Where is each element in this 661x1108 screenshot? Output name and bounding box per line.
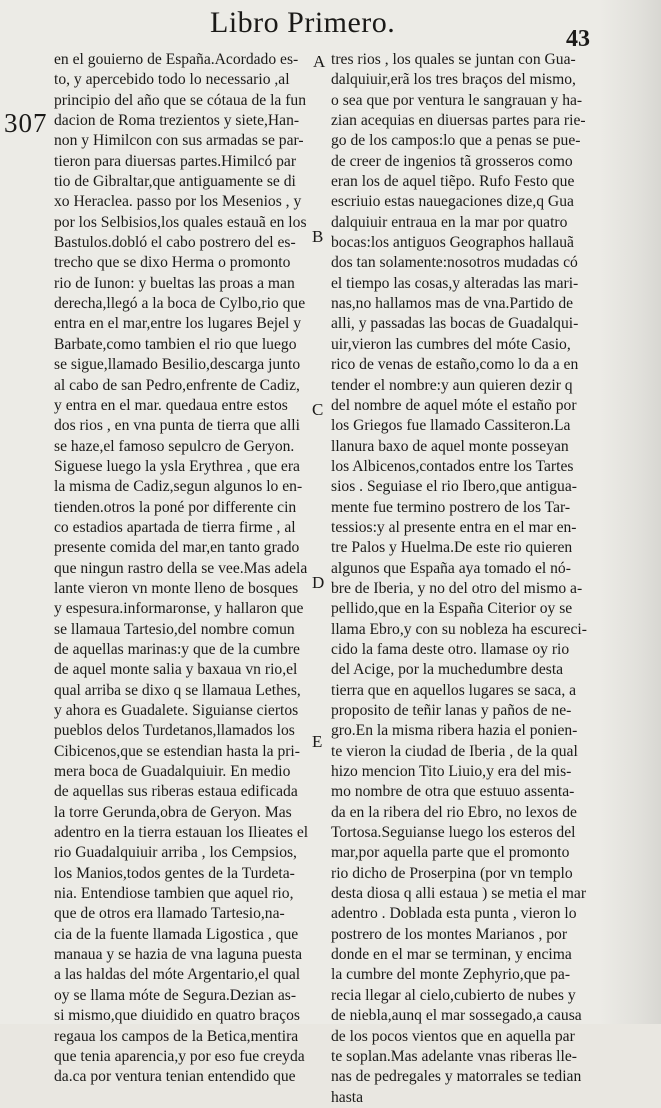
text-line: por los Selbisios,los quales estauã en los [54,213,307,231]
text-line: pueblos delos Turdetanos,llamados los [54,722,295,740]
text-line: rico de venas de estaño,como lo da a en [331,356,579,374]
text-line: de los pocos vientos que en aquella par [331,1027,575,1045]
text-line: llanura baxo de aquel monte posseyan [331,437,569,455]
section-letter-b: B [312,227,324,246]
page-gutter-shadow [600,0,661,1024]
text-line: sios . Seguiase el rio Ibero,que antigua- [331,478,577,496]
text-line: non y Himilcon con sus armadas se par- [54,132,304,150]
text-line: si mismo,que diuidido en quatro braços [54,1007,300,1025]
section-letter-d: D [312,573,325,592]
margin-note: 307 [4,108,48,138]
text-line: dos tan solamente:nosotros mudadas có [331,254,578,272]
text-line: los Griegos fue llamado Cassiteron.La [331,417,571,435]
text-line: adentro en la tierra estauan los Ilieates el [54,824,309,842]
text-line: tierra que en aquellos lugares se saca, a [331,681,577,699]
text-line: dacion de Roma trezientos y siete,Han- [54,112,300,130]
text-line: cia de la fuente llamada Ligostica , que [54,925,299,943]
text-line: Tortosa.Seguianse luego los esteros del [331,824,576,842]
text-line: lante vieron vn monte lleno de bosques [54,579,299,597]
text-line: uir,vieron las cumbres del móte Casio, [331,335,571,353]
text-line: rio Guadalquiuir arriba , los Cempsios, [54,844,297,862]
text-line: regaua los campos de la Betica,mentira [54,1027,299,1045]
text-line: qual arriba se dixo q se llamaua Lethes, [54,681,301,699]
text-line: tender el nombre:y aun quieren dezir q [331,376,573,394]
text-line: tienden.otros la poné por differente cin [54,498,297,516]
text-line: la cumbre del monte Zephyrio,que pa- [331,966,571,984]
text-line: hasta [331,1088,364,1106]
section-letter-e: E [312,732,323,751]
text-line: pellido,que en la España Citerior oy se [331,600,573,618]
page-number: 43 [566,26,590,52]
text-line: en el gouierno de España.Acordado es- [54,51,299,68]
text-line: trecho que se dixo Herma o promonto [54,254,291,272]
text-line: go de los campos:lo que a penas se pue- [331,132,581,150]
text-line: te soplan.Mas adelante vnas riberas lle- [331,1047,577,1065]
text-line: que ningun rastro della se vee.Mas adela [54,559,308,577]
text-line: y espesura.informaronse, y hallaron que [54,600,304,618]
text-line: de creer de ingenios tã grosseros como [331,152,573,170]
text-line: del nombre de aquel móte el estaño por [331,396,577,414]
right-text-column [331,50,589,1108]
text-line: se sigue,llamado Besilio,descarga junto [54,356,301,374]
text-line: nas de pedregales y matorrales se tedian [331,1068,582,1086]
text-line: manaua y se hazia de vna laguna puesta [54,946,303,964]
text-line: presente comida del mar,en tanto grado [54,539,300,557]
text-line: Barbate,como tambien el rio que luego [54,335,297,353]
text-line: o sea que por ventura le sangrauan y ha- [331,91,583,109]
text-line: llama Ebro,y con su nobleza ha escureci- [331,620,587,638]
text-line: adentro . Doblada esta punta , vieron lo [331,905,577,923]
text-line: que de otros era llamado Tartesio,na- [54,905,285,923]
text-line: co estadios apartada de tierra firme , al [54,518,296,536]
text-line: te vieron la ciudad de Iberia , de la qual [331,742,578,760]
text-line: proposito de teñir lanas y paños de ne- [331,702,572,719]
text-line: to, y apercebido todo lo necessario ,al [54,71,290,89]
text-line: postrero de los montes Marianos , por [331,925,568,943]
left-text-column [54,50,308,1088]
text-line: que tenia aparencia,y por eso fue creyda [54,1047,305,1065]
text-line: derecha,llegó a la boca de Cylbo,rio que [54,295,306,313]
text-line: principio del año que se cótaua de la fun [54,91,307,109]
text-line: tio de Gibraltar,que antiguamente se di [54,173,296,191]
text-line: a las haldas del móte Argentario,el qual [54,966,301,984]
text-line: tres rios , los quales se juntan con Gua- [331,51,576,68]
text-line: escriuio estas nauegaciones dize,q Gua [331,193,574,211]
text-line: mar,por aquella parte que el promonto [331,844,570,862]
text-line: da en la ribera del rio Ebro, no lexos de [331,803,577,821]
text-line: donde en el mar se terminan, y encima [331,946,572,964]
text-line: xo Heraclea. passo por los Mesenios , y [54,193,302,211]
running-title: Libro Primero. [210,6,396,39]
text-line: y entra en el mar. quedaua entre estos [54,396,288,414]
text-line: Siguese luego la ysla Erythrea , que era [54,457,300,475]
text-line: da.ca por ventura tenian entendido que [54,1068,296,1086]
text-line: nas,no hallamos mas de vna.Partido de [331,295,574,313]
text-line: dalquiuir entraua en la mar por quatro [331,213,568,231]
section-letter-c: C [312,400,324,419]
text-line: rio dicho de Proserpina (por vn templo [331,864,573,882]
text-line: la torre Gerunda,obra de Geryon. Mas [54,803,292,821]
text-line: mente fue termino postrero de los Tar- [331,498,571,516]
text-line: mera boca de Guadalquiuir. En medio [54,763,291,781]
text-line: mo nombre de otra que estuuo assenta- [331,783,575,801]
section-letter-a: A [313,52,326,71]
text-line: dalquiuir,erã los tres braços del mismo, [331,71,576,89]
text-line: de niebla,aunq el mar sossegado,a causa [331,1007,582,1025]
text-line: entra en el mar,entre los lugares Bejel y [54,315,302,333]
text-line: tessios:y al presente entra en el mar en- [331,518,577,536]
text-line: algunos que España aya tomado el nó- [331,559,571,577]
text-line: cido la fama deste otro. llamase oy rio [331,640,570,658]
text-line: se haze,el famoso sepulcro de Geryon. [54,437,295,455]
text-line: tre Palos y Huelma.De este rio quieren [331,539,573,557]
text-line: gro.En la misma ribera hazia el ponien- [331,722,578,740]
text-line: del Acige, por la muchedumbre desta [331,661,564,679]
text-line: Bastulos.dobló el cabo postrero del es- [54,234,296,252]
text-line: bocas:los antiguos Geographos hallauã [331,234,574,252]
text-line: y ahora es Guadalete. Siguianse ciertos [54,702,299,719]
text-line: tieron para diuersas partes.Himilcó par [54,152,297,170]
text-line: recia llegar al cielo,cubierto de nubes y [331,986,576,1004]
text-line: se llamaua Tartesio,del nombre comun [54,620,295,638]
text-line: bre de Iberia, y no del otro del mismo a- [331,579,583,597]
text-line: alli, y passadas las bocas de Guadalqui- [331,315,579,333]
text-line: al cabo de san Pedro,enfrente de Cadiz, [54,376,300,394]
text-line: de aquel monte salia y baxaua vn rio,el [54,661,298,679]
text-line: de aquellas sus riberas estaua edificada [54,783,298,801]
text-line: zian acequias en diuersas partes para rie- [331,112,586,130]
text-line: dos rios , en vna punta de tierra que alli [54,417,300,435]
text-line: el tiempo las cosas,y alteradas las mari- [331,274,579,292]
text-line: Cibicenos,que se estendian hasta la pri- [54,742,300,760]
text-line: los Manios,todos gentes de la Turdeta- [54,864,295,882]
text-line: de aquellas marinas:y que de la cumbre [54,640,300,658]
text-line: nia. Entendiose tambien que aquel rio, [54,885,294,903]
text-line: la misma de Cadiz,segun algunos lo en- [54,478,303,496]
text-line: los Albicenos,contados entre los Tartes [331,457,574,475]
text-line: rio de Iunon: y bueltas las proas a man [54,274,295,292]
text-line: hizo mencion Tito Liuio,y era del mis- [331,763,572,781]
text-line: oy se llama móte de Segura.Dezian as- [54,986,297,1004]
text-line: eran los de aquel tiẽpo. Rufo Festo que [331,173,575,191]
text-line: desta diosa q alli estaua ) se metia el mar [331,885,587,903]
